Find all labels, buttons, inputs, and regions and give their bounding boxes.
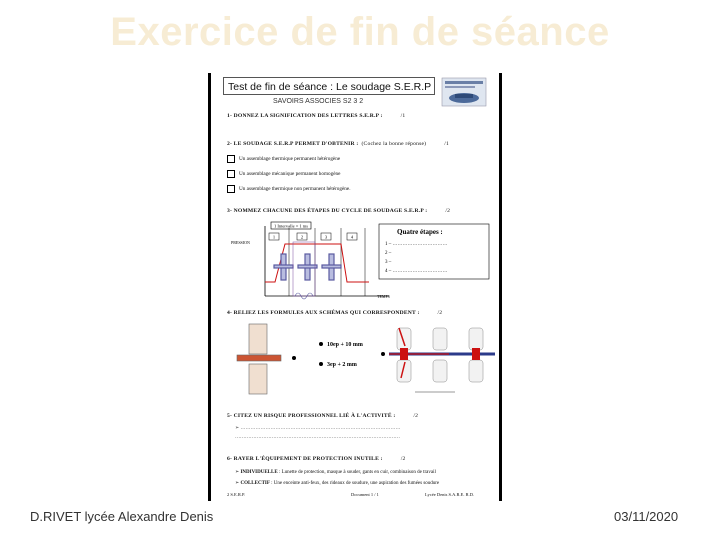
worksheet-footer-right: Lycée Denis S.A.R.E. R.D. bbox=[425, 492, 475, 497]
electrode-icon bbox=[274, 254, 341, 280]
question-2-hint: (Cochez la bonne réponse) bbox=[361, 141, 427, 147]
question-1 bbox=[227, 113, 405, 119]
worksheet-title: Test de fin de séance : Le soudage S.E.R.P bbox=[223, 77, 435, 95]
formulas-diagram bbox=[229, 320, 497, 398]
ppe-item-individual: ➢ INDIVIDUELLE : Lunette de protection, masque à souder, gants en cuir, combinaison de travail bbox=[235, 470, 436, 475]
weld-zone-box bbox=[293, 242, 315, 296]
worksheet-subtitle: SAVOIRS ASSOCIES S2 3 2 bbox=[273, 98, 364, 105]
slide-title: Exercice de fin de séance bbox=[110, 10, 610, 54]
step-line: 2 – bbox=[385, 251, 392, 256]
ppe-item-collective: ➢ COLLECTIF : Une enceinte anti-feux, des rideaux de soudure, une aspiration des fumées soudure bbox=[235, 481, 440, 486]
question-2-text: 2- LE SOUDAGE S.E.R.P PERMET D'OBTENIR : bbox=[227, 141, 359, 147]
step-line: 3 – bbox=[385, 260, 392, 265]
step-label: 1 bbox=[272, 234, 276, 240]
pressure-label: PRESSION bbox=[231, 240, 250, 245]
footer-author: D.RIVET lycée Alexandre Denis bbox=[30, 509, 214, 524]
question-5-points: /2 bbox=[413, 413, 419, 419]
worksheet-footer-left: 2 S.E.R.P. bbox=[227, 492, 246, 497]
step-label: 3 bbox=[324, 234, 328, 240]
school-logo-icon bbox=[441, 77, 487, 107]
question-1-text: 1- DONNEZ LA SIGNIFICATION DES LETTRES S.E.R.P : bbox=[227, 113, 383, 119]
worksheet-footer-mid: Document 1 / 1 bbox=[351, 492, 379, 497]
formula-b: 3ep + 2 mm bbox=[327, 362, 357, 368]
bullet-icon bbox=[319, 362, 323, 366]
question-3 bbox=[227, 208, 450, 214]
question-4 bbox=[227, 310, 442, 316]
question-2 bbox=[227, 141, 449, 147]
footer-date: 03/11/2020 bbox=[614, 509, 679, 524]
checkbox[interactable] bbox=[227, 185, 235, 193]
option-3[interactable]: Un assemblage thermique non permanent hétérogène. bbox=[227, 185, 351, 193]
weld-spot bbox=[400, 348, 408, 360]
step-label: 2 bbox=[300, 234, 304, 240]
step-line: 4 – …………………………… bbox=[385, 269, 448, 274]
question-1-points: /1 bbox=[400, 113, 406, 119]
step-line: 1 – …………………………… bbox=[385, 242, 448, 247]
step-label: 4 bbox=[350, 234, 354, 240]
option-2[interactable]: Un assemblage mécanique permanent homogène bbox=[227, 170, 340, 178]
answer-line-2[interactable]: ……………………………………………………………………………………… bbox=[235, 435, 400, 440]
bullet-icon bbox=[292, 356, 296, 360]
checkbox[interactable] bbox=[227, 170, 235, 178]
worksheet bbox=[208, 73, 502, 501]
worksheet-header bbox=[223, 77, 485, 113]
interval-label: 1 Intervalle = 1 ms bbox=[273, 223, 309, 229]
steps-box-title: Quatre étapes : bbox=[397, 228, 443, 236]
question-6-points: /2 bbox=[400, 456, 406, 462]
question-6-text: 6- RAYER L'ÉQUIPEMENT DE PROTECTION INUTILE : bbox=[227, 456, 383, 462]
checkbox[interactable] bbox=[227, 155, 235, 163]
question-2-points: /1 bbox=[444, 141, 450, 147]
question-4-text: 4- RELIEZ LES FORMULES AUX SCHÉMAS QUI CORRESPONDENT : bbox=[227, 310, 420, 316]
formula-a: 10ep + 10 mm bbox=[327, 342, 363, 348]
question-4-points: /2 bbox=[437, 310, 443, 316]
question-3-text: 3- NOMMEZ CHACUNE DES ÉTAPES DU CYCLE DE SOUDAGE S.E.R.P : bbox=[227, 208, 428, 214]
question-3-points: /2 bbox=[445, 208, 451, 214]
bullet-icon bbox=[381, 352, 385, 356]
answer-line-1[interactable]: ➢ …………………………………………………………………………………… bbox=[235, 426, 401, 431]
welding-cycle-diagram bbox=[229, 218, 497, 300]
question-5 bbox=[227, 413, 418, 419]
bullet-icon bbox=[319, 342, 323, 346]
question-5-text: 5- CITEZ UN RISQUE PROFESSIONNEL LIÉ À L'ACTIVITÉ : bbox=[227, 413, 396, 419]
weld-spot bbox=[472, 348, 480, 360]
option-1[interactable]: Un assemblage thermique permanent hétérogène bbox=[227, 155, 340, 163]
question-6 bbox=[227, 456, 405, 462]
time-label: TEMPS bbox=[377, 294, 390, 299]
electrode-pair-icon bbox=[237, 324, 281, 394]
